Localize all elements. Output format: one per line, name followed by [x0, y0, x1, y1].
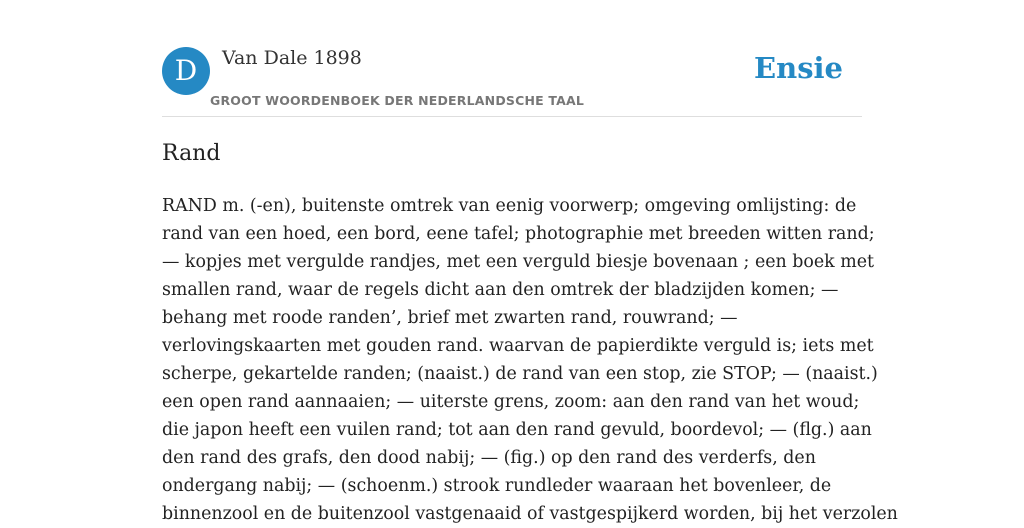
definition-line: smallen rand, waar de regels dicht aan den omtrek der bladzijden komen; —: [162, 280, 839, 300]
entry-title: Rand: [162, 141, 221, 166]
definition-line: — kopjes met vergulde randjes, met een verguld biesje bovenaan ; een boek met: [162, 252, 874, 272]
entry-definition: [162, 192, 898, 528]
definition-line: den rand des grafs, den dood nabij; — (fig.) op den rand des verderfs, den: [162, 448, 816, 468]
definition-line: rand van een hoed, een bord, eene tafel; photographie met breeden witten rand;: [162, 224, 875, 244]
definition-line: scherpe, gekartelde randen; (naaist.) de rand van een stop, zie STOP; — (naaist.): [162, 364, 878, 384]
definition-line: die japon heeft een vuilen rand; tot aan den rand gevuld, boordevol; — (flg.) aan: [162, 420, 872, 440]
dictionary-subtitle: GROOT WOORDENBOEK DER NEDERLANDSCHE TAAL: [210, 93, 585, 108]
dictionary-title[interactable]: Van Dale 1898: [222, 47, 362, 69]
dictionary-header: [162, 46, 862, 117]
definition-line: binnenzool en de buitenzool vastgenaaid of vastgespijkerd worden, bij het verzolen: [162, 504, 898, 524]
definition-line: ondergang nabij; — (schoenm.) strook rundleder waaraan het bovenleer, de: [162, 476, 832, 496]
definition-line: verlovingskaarten met gouden rand. waarvan de papierdikte verguld is; iets met: [162, 336, 874, 356]
definition-line: behang met roode randen’, brief met zwarten rand, rouwrand; —: [162, 308, 738, 328]
definition-line: een open rand aannaaien; — uiterste grens, zoom: aan den rand van het woud;: [162, 392, 860, 412]
dictionary-logo[interactable]: D: [162, 47, 210, 95]
ensie-logo-link[interactable]: Ensie: [754, 51, 843, 85]
definition-line: RAND m. (-en), buitenste omtrek van eenig voorwerp; omgeving omlijsting: de: [162, 196, 857, 216]
